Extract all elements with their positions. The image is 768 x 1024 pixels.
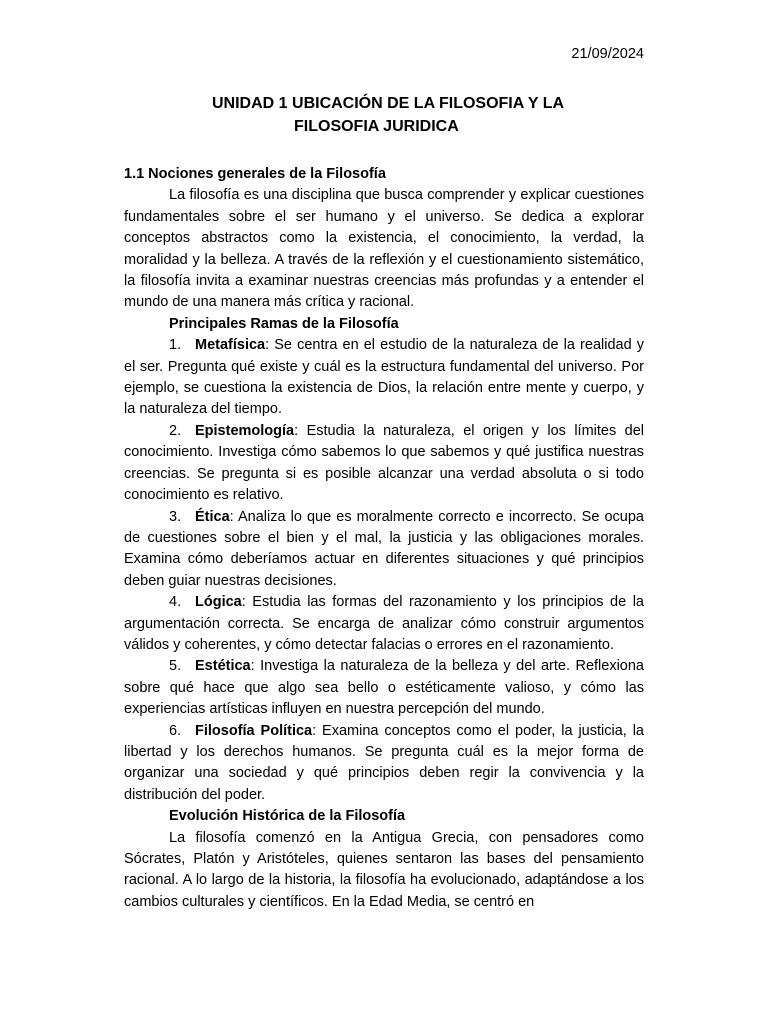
branch-term: Estética (195, 658, 251, 675)
branch-term: Metafísica (195, 337, 266, 354)
list-item (124, 507, 644, 593)
document-title (124, 92, 644, 138)
branch-term: Ética (195, 508, 230, 525)
list-item (124, 721, 644, 807)
list-number: 1. (169, 337, 182, 354)
intro-paragraph: La filosofía es una disciplina que busca comprender y explicar cuestiones fundamentales sobre el ser humano y el universo. Se dedica a explorar conceptos abstractos como la existencia, el conocimiento, la verdad, la moralidad y la belleza. A través de la reflexión y el cuestionamiento sistemático, la filosofía invita a examinar nuestras creencias más profundas y a entender el mundo de una manera más crítica y racional. (124, 187, 644, 311)
branch-term: Lógica (195, 594, 242, 611)
list-item (124, 656, 644, 720)
document-body (124, 164, 644, 913)
branch-description: : Estudia la naturaleza, el origen y los límites del conocimiento. Investiga cómo sabemos lo que sabemos y qué justifica nuestras creencias. Se pregunta si es posible alcanzar una verdad absoluta o si todo conocimiento es relativo. (124, 422, 644, 504)
list-item (124, 592, 644, 656)
branch-description: : Investiga la naturaleza de la belleza y del arte. Reflexiona sobre qué hace que algo sea bello o estéticamente valioso, y cómo las experiencias artísticas influyen en nuestra percepción del mundo. (124, 658, 644, 718)
document-date: 21/09/2024 (571, 46, 644, 62)
title-line-1: UNIDAD 1 UBICACIÓN DE LA FILOSOFIA Y LA (212, 95, 565, 112)
branch-term: Epistemología (195, 422, 295, 439)
branch-description: : Estudia las formas del razonamiento y los principios de la argumentación correcta. Se encarga de analizar cómo construir argumentos válidos y coherentes, y cómo detectar falacias o errores en el razonamiento. (124, 594, 644, 653)
list-number: 3. (169, 508, 182, 525)
branch-description: : Analiza lo que es moralmente correcto e incorrecto. Se ocupa de cuestiones sobre el bien y el mal, la justicia y las obligaciones morales. Examina cómo deberíamos actuar en diferentes situaciones y qué principios deben guiar nuestras decisiones. (124, 508, 644, 589)
branch-description: : Examina conceptos como el poder, la justicia, la libertad y los derechos humanos. Se pregunta cuál es la mejor forma de organizar una sociedad y qué principios deben regir la convivencia y la distribución del poder. (124, 722, 644, 803)
history-paragraph: La filosofía comenzó en la Antigua Grecia, con pensadores como Sócrates, Platón y Aristóteles, quienes sentaron las bases del pensamiento racional. A lo largo de la historia, la filosofía ha evolucionado, adaptándose a los cambios culturales y científicos. En la Edad Media, se centró en (124, 829, 644, 910)
list-item (124, 421, 644, 507)
title-line-2: FILOSOFIA JURIDICA (294, 118, 459, 135)
list-number: 6. (169, 722, 182, 739)
history-heading: Evolución Histórica de la Filosofía (169, 808, 406, 825)
list-number: 2. (169, 422, 182, 439)
branches-heading: Principales Ramas de la Filosofía (169, 315, 399, 332)
list-number: 4. (169, 594, 182, 611)
section-heading: 1.1 Nociones generales de la Filosofía (124, 166, 386, 182)
branch-term: Filosofía Política (195, 722, 313, 739)
branch-description: : Se centra en el estudio de la naturaleza de la realidad y el ser. Pregunta qué existe y cuál es la estructura fundamental del universo. Por ejemplo, se cuestiona la existencia de Dios, la relación entre mente y cuerpo, y la naturaleza del tiempo. (124, 337, 644, 418)
list-item (124, 335, 644, 421)
list-number: 5. (169, 658, 182, 675)
